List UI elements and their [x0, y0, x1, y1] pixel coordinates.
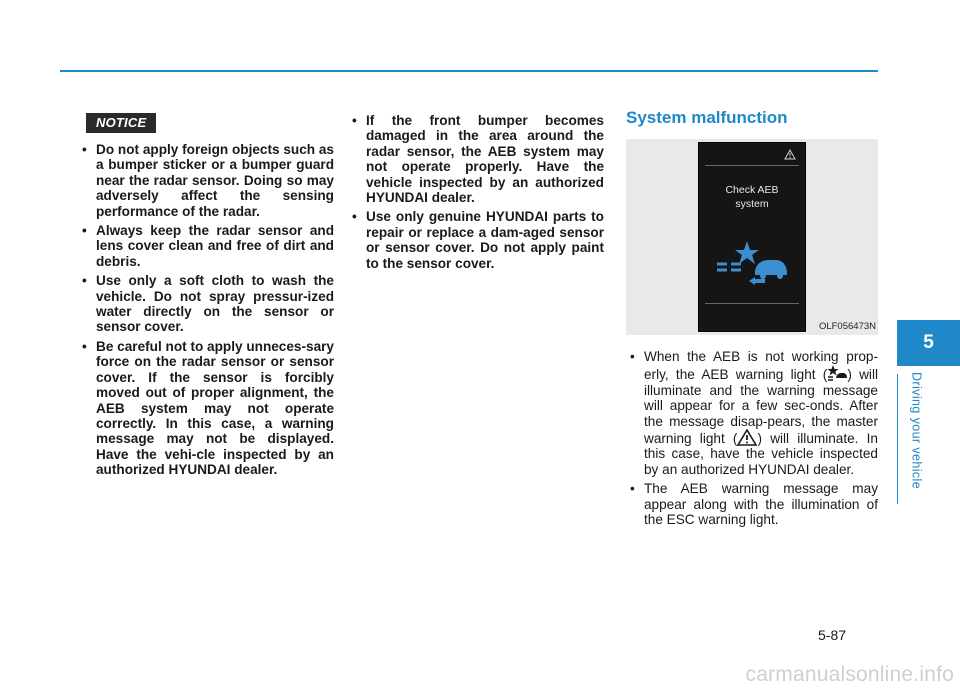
watermark: carmanualsonline.info: [745, 663, 954, 686]
top-rule: [60, 70, 878, 72]
chapter-rule: [897, 374, 898, 504]
list-item: • The AEB warning message may appear along with the illumination of the ESC warning light.: [626, 481, 878, 527]
list-text: ) will illuminate. In this case, have the vehicle inspected by an authorized HYUNDAI dealer.: [644, 431, 878, 477]
display-message: [699, 183, 805, 211]
list-item: • Use only genuine HYUNDAI parts to repair or replace a dam-aged sensor or sensor cover. Do not apply paint to the sensor cover.: [348, 209, 604, 271]
chapter-tab: 5: [897, 320, 960, 366]
list-item: • Be careful not to apply unneces-sary force on the radar sensor or sensor cover. If the sensor is forcibly moved out of proper alignment, the AEB system may not operate correctly. In this case, a warning message may not be displayed. Have the vehi-cle inspected by an authorized HYUNDAI dealer.: [78, 339, 334, 478]
list-item: • Use only a soft cloth to wash the vehicle. Do not spray pressur-ized water directly on the sensor or sensor cover.: [78, 273, 334, 335]
section-title: System malfunction: [626, 108, 788, 127]
cluster-display: [698, 142, 806, 332]
display-message-line: Check AEB: [725, 184, 779, 196]
aeb-warning-light-icon: [827, 364, 847, 382]
cluster-figure: [626, 139, 878, 335]
display-message-line: system: [735, 198, 769, 210]
warning-triangle-icon: [784, 149, 796, 160]
display-divider: [705, 165, 799, 166]
notice-badge: NOTICE: [86, 113, 156, 133]
list-item: [626, 349, 878, 477]
notice-list: [78, 142, 334, 478]
list-text: When the AEB is not working prop-erly, the AEB warning light (: [644, 349, 878, 383]
right-column: [626, 108, 878, 531]
master-warning-icon: [737, 429, 757, 446]
notice-list-continued: [348, 113, 604, 271]
chapter-name: Driving your vehicle: [909, 372, 924, 490]
malfunction-list: [626, 349, 878, 527]
figure-code: OLF056473N: [818, 321, 876, 332]
list-text: ) will illuminate and the warning message will appear for a few sec-onds. After the message disap-pears, the master warning light (: [644, 367, 878, 447]
display-divider: [705, 303, 799, 304]
list-item: • If the front bumper becomes damaged in the area around the radar sensor, the AEB system may not operate properly. Have the vehicle inspected by an authorized HYUNDAI dealer.: [348, 113, 604, 205]
left-column: [78, 113, 334, 482]
list-item: • Do not apply foreign objects such as a bumper sticker or a bumper guard near the radar sensor. Doing so may adversely affect the sensing performance of the radar.: [78, 142, 334, 219]
page-number: 5-87: [818, 627, 847, 643]
aeb-warning-icon: [711, 237, 795, 289]
middle-column: [348, 113, 604, 275]
list-item: • Always keep the radar sensor and lens cover clean and free of dirt and debris.: [78, 223, 334, 269]
